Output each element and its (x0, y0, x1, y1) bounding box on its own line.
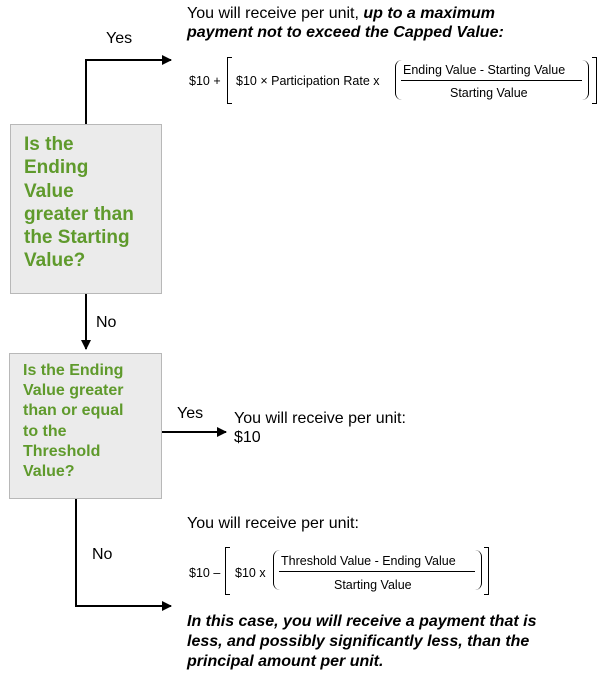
formula-bottom-prefix: $10 – (189, 566, 221, 580)
outcome-bottom-note-line: less, and possibly significantly less, than the (187, 633, 530, 650)
formula-top-left-bracket (227, 57, 232, 104)
formula-top-inner: $10 × Participation Rate x (236, 74, 380, 88)
outcome-bottom-heading: You will receive per unit: (187, 515, 359, 532)
formula-bottom-numerator: Threshold Value - Ending Value (281, 554, 456, 568)
formula-top-denominator: Starting Value (450, 86, 528, 100)
formula-top-numerator: Ending Value - Starting Value (403, 63, 566, 77)
yes-top-connector (86, 60, 171, 125)
outcome-right-line1: You will receive per unit: (234, 410, 406, 427)
formula-bottom-right-paren (475, 550, 482, 590)
outcome-bottom-note-line: In this case, you will receive a payment that is (187, 613, 537, 630)
decision-1-line: Ending (24, 157, 89, 179)
outcome-right-line2: $10 (234, 429, 261, 446)
formula-bottom-fraction-bar (279, 571, 475, 572)
yes-top-label: Yes (106, 30, 133, 47)
formula-bottom-inner: $10 x (235, 566, 266, 580)
decision-1-line: the Starting (24, 227, 130, 249)
no-bottom-label: No (92, 546, 113, 563)
outcome-bottom-note (187, 612, 597, 672)
decision-1-line: Value? (24, 250, 86, 272)
decision-2-line: Is the Ending (23, 362, 124, 379)
decision-1-line: Is the (24, 134, 74, 155)
decision-2-line: to the (23, 422, 67, 440)
formula-bottom-left-bracket (225, 547, 230, 595)
outcome-top-intro-emphasis: up to a maximum (363, 5, 495, 22)
decision-1-text (24, 133, 160, 273)
formula-top-right-bracket (592, 57, 597, 104)
formula-top-fraction-bar (401, 80, 582, 81)
outcome-top-heading (187, 5, 597, 23)
formula-bottom-right-bracket (484, 547, 489, 595)
outcome-bottom-note-line: principal amount per unit. (187, 653, 384, 670)
no-bottom-connector (76, 499, 171, 606)
decision-1-line: greater than (24, 203, 134, 225)
decision-2-line: than or equal (23, 402, 124, 420)
formula-bottom-denominator: Starting Value (334, 578, 412, 592)
formula-top-right-paren (582, 60, 589, 100)
formula-top-prefix: $10 + (189, 74, 221, 88)
decision-2-line: Value? (23, 463, 75, 481)
outcome-top-heading-line2: payment not to exceed the Capped Value: (187, 24, 504, 41)
decision-2-line: Value greater (23, 382, 124, 400)
decision-2-text (23, 361, 161, 482)
no-middle-label: No (96, 314, 117, 331)
formula-bottom-left-paren (273, 550, 280, 590)
yes-right-label: Yes (177, 405, 204, 422)
outcome-top-intro: You will receive per unit, (187, 5, 364, 22)
decision-2-line: Threshold (23, 442, 101, 460)
decision-1-line: Value (24, 180, 74, 202)
